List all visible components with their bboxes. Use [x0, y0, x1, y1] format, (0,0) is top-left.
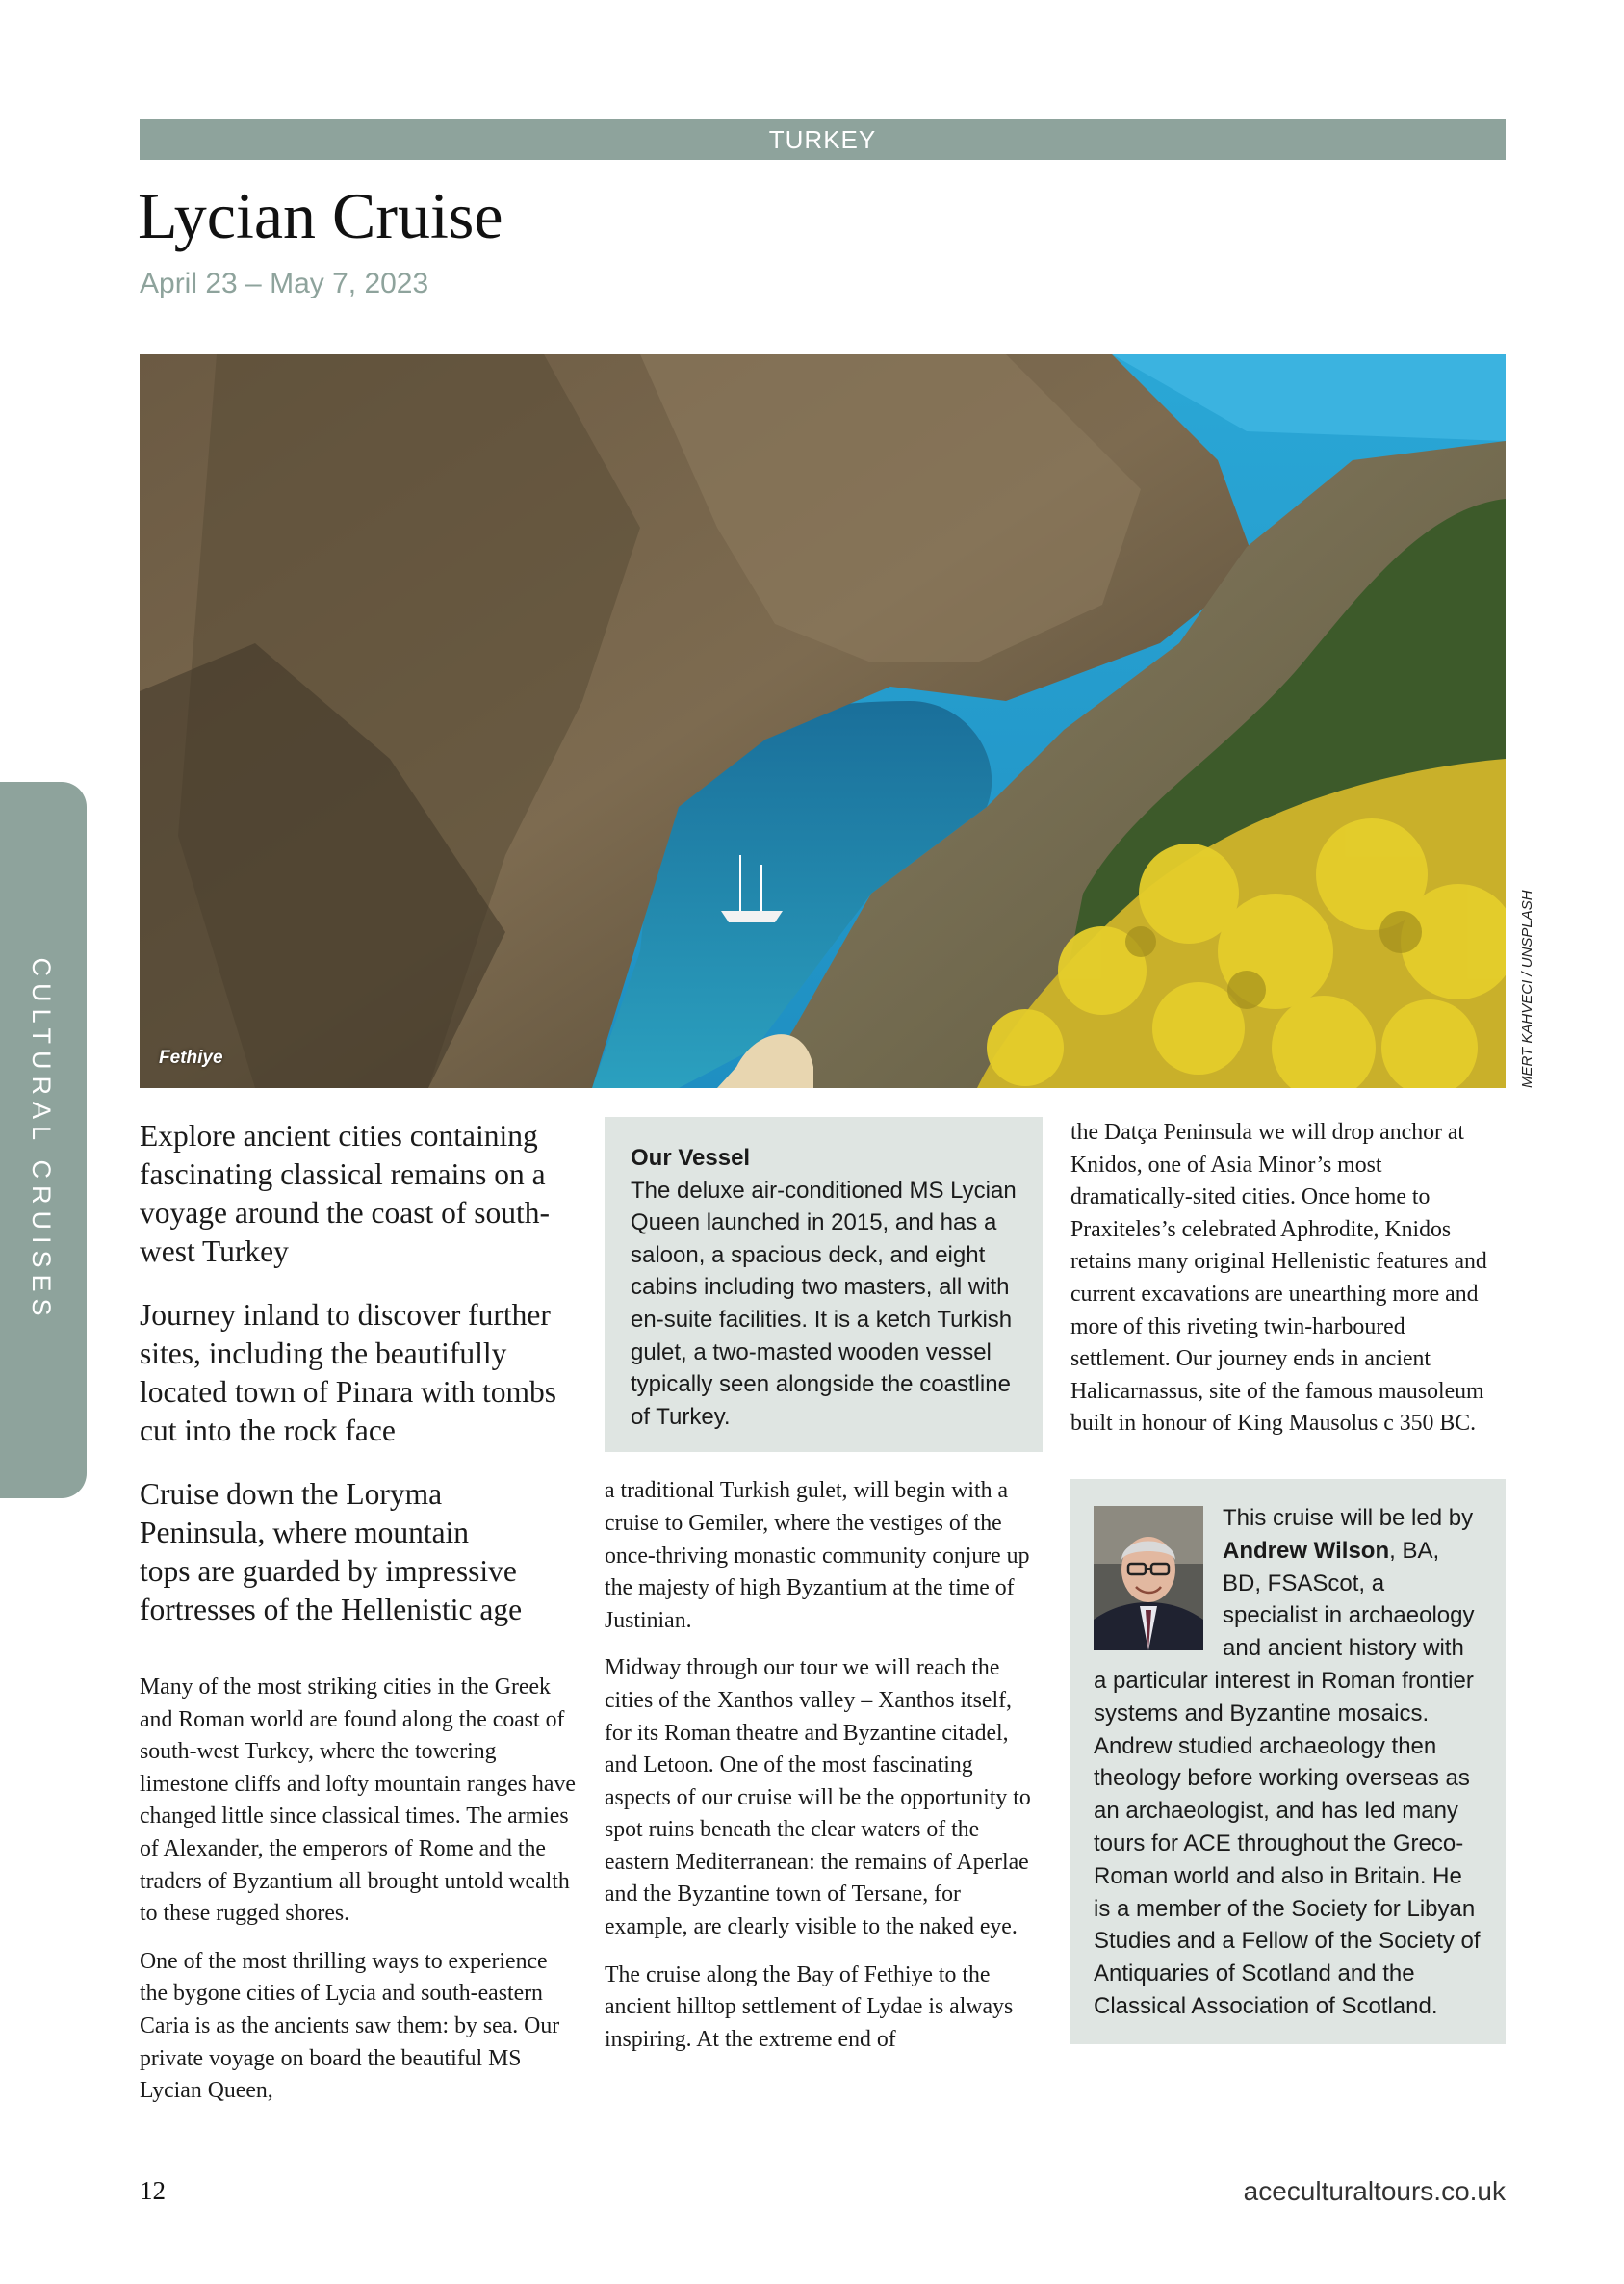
- hero-photo: [140, 354, 1506, 1088]
- bio-intro: This cruise will be led by: [1223, 1504, 1474, 1531]
- body-paragraph: One of the most thrilling ways to experience the bygone cities of Lycia and south-eastern Caria is as the ancients saw them: by sea. Our private voyage on board the beautiful MS Lycian Queen,: [140, 1948, 560, 2104]
- body-paragraph: Many of the most striking cities in the Greek and Roman world are found along the coast of south-west Turkey, where the towering limestone cliffs and lofty mountain ranges have changed little since classical times. The armies of Alexander, the emperors of Rome and the traders of Byzantium all brought untold wealth to these rugged shores.: [140, 1674, 576, 1927]
- section-tab-label: CULTURAL CRUISES: [27, 957, 56, 1323]
- photo-credit: MERT KAHVECI / UNSPLASH: [1519, 890, 1535, 1088]
- section-tab: [0, 782, 87, 1498]
- column-middle: [605, 1117, 1043, 2071]
- photo-caption: Fethiye: [159, 1048, 223, 1068]
- bio-text: , BA, BD, FSAScot, a specialist in archaeology and ancient history with a particular interest in Roman frontier systems and Byzantine mosaics. Andrew studied archaeology then theology before working overseas as an archaeologist, and has led many tours for ACE throughout the Greco-Roman world and also in Britain. He is a member of the Society for Libyan Studies and a Fellow of the Society of Antiquaries of Scotland and the Classical Association of Scotland.: [1094, 1537, 1481, 2019]
- body-paragraph: a traditional Turkish gulet, will begin with a cruise to Gemiler, where the vestiges of the once-thriving monastic community conjure up the majesty of high Byzantium at the time of Justinian.: [605, 1478, 1030, 1633]
- body-paragraph: The cruise along the Bay of Fethiye to the ancient hilltop settlement of Lydae is always inspiring. At the extreme end of: [605, 1961, 1014, 2052]
- region-banner: TURKEY: [140, 119, 1506, 160]
- page-title: Lycian Cruise: [138, 179, 503, 252]
- website-link[interactable]: aceculturaltours.co.uk: [1243, 2176, 1506, 2206]
- vessel-box: [605, 1117, 1043, 1452]
- column-left: [140, 1117, 578, 2123]
- body-paragraph: Midway through our tour we will reach the cities of the Xanthos valley – Xanthos itself, for its Roman theatre and Byzantine citadel, and Letoon. One of the most fascinating aspects of our cruise will be the opportunity to spot ruins beneath the clear waters of the eastern Mediterranean: the remains of Aperlae and the Byzantine town of Tersane, for example, are clearly visible to the naked eye.: [605, 1655, 1031, 1940]
- body-paragraph: the Datça Peninsula we will drop anchor at Knidos, one of Asia Minor’s most dramatically-sited cities. Once home to Praxiteles’s celebrated Aphrodite, Knidos retains many original Hellenistic features and current excavations are unearthing more and more of this riveting twin-harboured settlement. Our journey ends in ancient Halicarnassus, site of the famous mausoleum built in honour of King Mausolus c 350 BC.: [1070, 1120, 1487, 1437]
- column-right: [1070, 1117, 1506, 2044]
- intro-highlight: Cruise down the Loryma Peninsula, where mountain tops are guarded by impressive fortresses of the Hellenistic age: [140, 1477, 523, 1626]
- intro-highlight: Journey inland to discover further sites, including the beautifully located town of Pinara with tombs cut into the rock face: [140, 1298, 557, 1447]
- leader-name: Andrew Wilson: [1223, 1537, 1390, 1564]
- leader-portrait: [1094, 1506, 1203, 1650]
- vessel-heading: Our Vessel: [631, 1145, 751, 1171]
- page-number: 12: [140, 2176, 166, 2205]
- tour-leader-box: [1070, 1479, 1506, 2044]
- intro-highlight: Explore ancient cities containing fascinating classical remains on a voyage around the coast of south-west Turkey: [140, 1119, 551, 1268]
- landscape-illustration: [140, 354, 1506, 1088]
- vessel-text: The deluxe air-conditioned MS Lycian Queen launched in 2015, and has a saloon, a spacious deck, and eight cabins including two masters, all with en-suite facilities. It is a ketch Turkish gulet, a two-masted wooden vessel typically seen alongside the coastline of Turkey.: [631, 1177, 1017, 1430]
- tour-dates: April 23 – May 7, 2023: [140, 268, 429, 299]
